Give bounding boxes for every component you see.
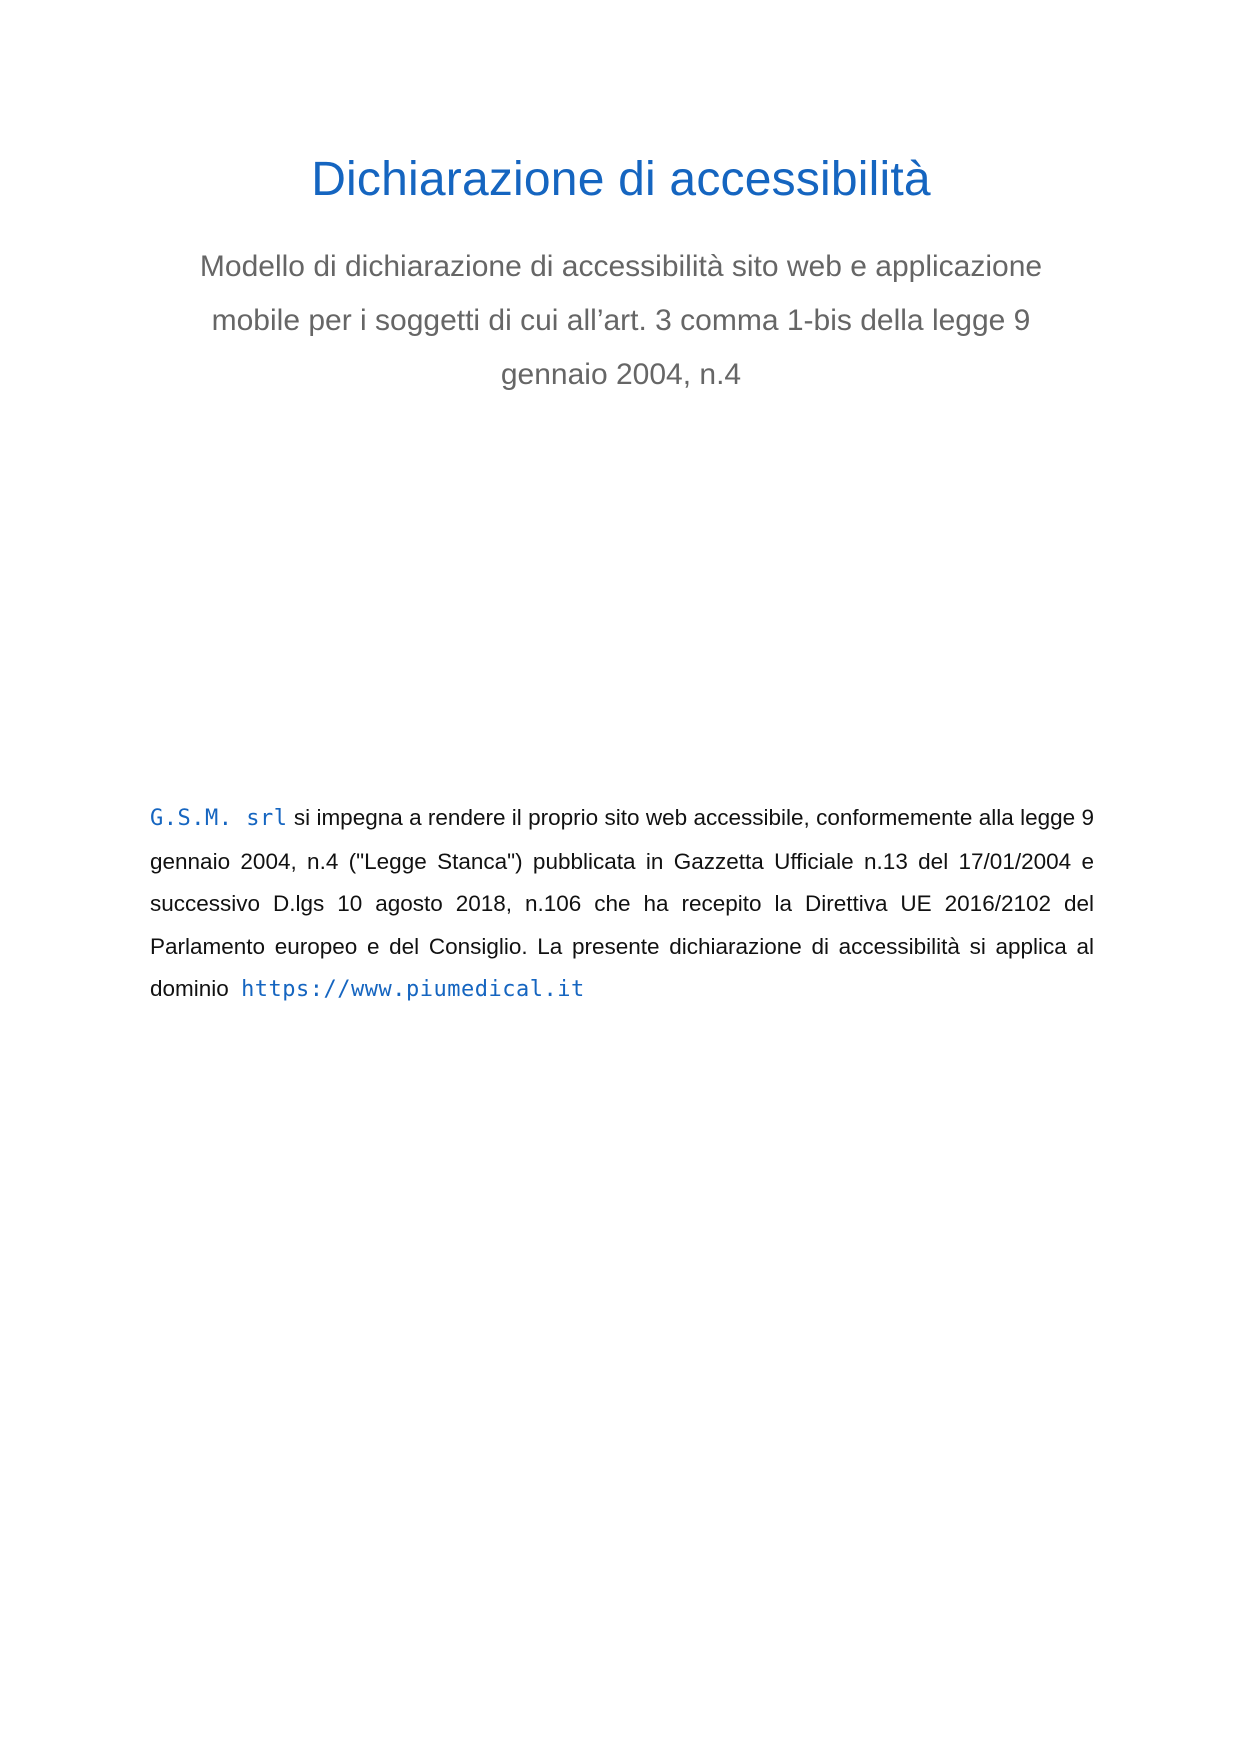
document-subtitle: Modello di dichiarazione di accessibilità sito web e applicazione mobile per i soggetti di cui all’art. 3 comma 1-bis della legge 9 gennaio 2004, n.4 xyxy=(199,250,1043,391)
accessibility-statement-paragraph xyxy=(150,797,1094,1012)
document-title: Dichiarazione di accessibilità xyxy=(311,153,931,206)
statement-text: si impegna a rendere il proprio sito web accessibile, conformemente alla legge 9 gennaio 2004, n.4 ("Legge Stanca") pubblicata in Gazzetta Ufficiale n.13 del 17/01/2004 e successivo D.lgs 10 agosto 2018, n.106 che ha recepito la Direttiva UE 2016/2102 del Parlamento europeo e del Consiglio. La presente dichiarazione di accessibilità si applica al dominio xyxy=(150,805,1094,1001)
domain-link[interactable]: https://www.piumedical.it xyxy=(241,977,585,1002)
organization-name: G.S.M. srl xyxy=(150,806,288,831)
